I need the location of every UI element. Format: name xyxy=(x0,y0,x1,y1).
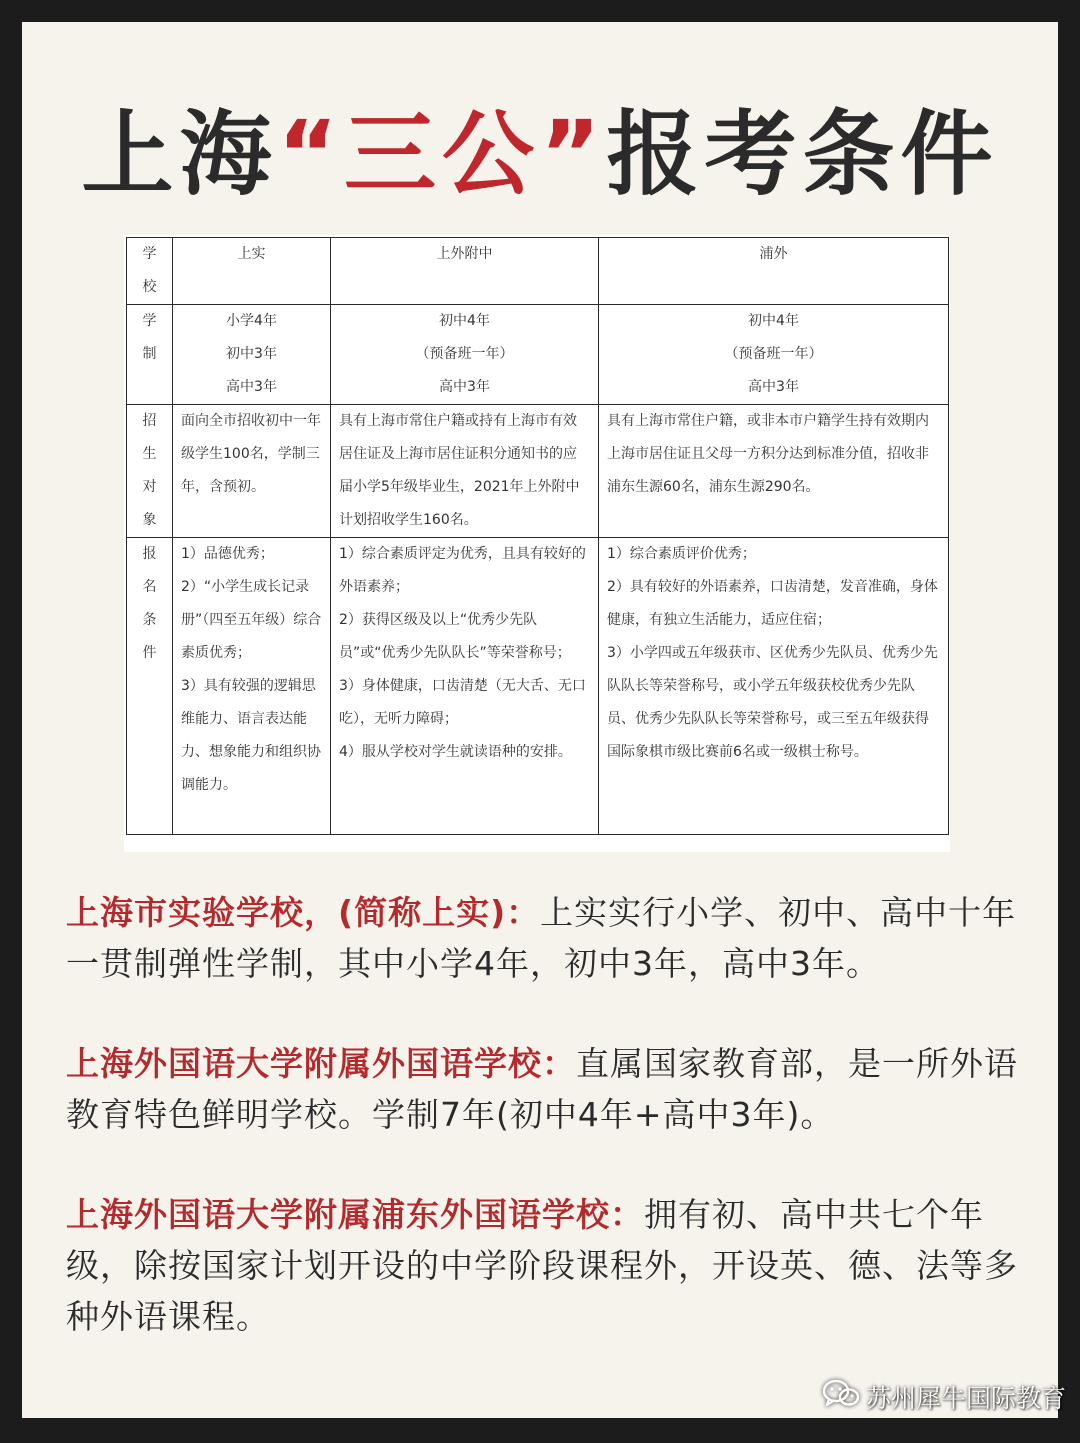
row-label-char: 象 xyxy=(142,512,157,528)
condition-item: 2）“小学生成长记录册”（四至五年级）综合素质优秀； xyxy=(181,579,322,661)
poster-card xyxy=(22,22,1058,1418)
title-part-2: 报考条件 xyxy=(606,101,999,208)
paragraph-puwai xyxy=(66,1189,1026,1342)
paragraph-body: 拥有初、高中共七个年级，除按国家计划开设的中学阶段课程外，开设英、德、法等多种外语课程。 xyxy=(66,1195,1018,1336)
system-cell-shangshi xyxy=(173,305,331,405)
row-label-char: 招 xyxy=(142,413,157,429)
title-part-1: 上海 xyxy=(81,101,278,208)
table-row-system xyxy=(127,305,949,405)
target-cell-shangwai: 具有上海市常住户籍或持有上海市有效居住证及上海市居住证积分通知书的应届小学5年级毕业生，2021年上外附中计划招收学生160名。 xyxy=(331,405,599,538)
row-label-char: 条 xyxy=(142,612,157,628)
paragraph-shangwai xyxy=(66,1038,1026,1140)
system-cell-puwai xyxy=(599,305,949,405)
row-label-char: 件 xyxy=(142,645,157,661)
paragraph-lead: 上海市实验学校，(简称上实)： xyxy=(66,893,541,932)
target-cell-shangshi: 面向全市招收初中一年级学生100名，学制三年，含预初。 xyxy=(173,405,331,538)
row-label-char: 校 xyxy=(142,279,157,295)
school-header-shangshi: 上实 xyxy=(173,238,331,305)
system-line: 初中3年 xyxy=(226,346,277,362)
condition-item: 3）具有较强的逻辑思维能力、语言表达能力、想象能力和组织协调能力。 xyxy=(181,678,321,793)
paragraph-lead: 上海外国语大学附属浦东外国语学校： xyxy=(66,1195,644,1234)
row-label-char: 对 xyxy=(142,479,157,495)
watermark xyxy=(822,1379,1066,1415)
paragraph-body: 直属国家教育部，是一所外语教育特色鲜明学校。学制7年(初中4年+高中3年)。 xyxy=(66,1044,1018,1134)
paragraph-shangshi xyxy=(66,887,1026,989)
row-label-char: 名 xyxy=(142,579,157,595)
system-line: 初中4年 xyxy=(748,313,799,329)
row-label-target xyxy=(127,405,173,538)
condition-item: 1）综合素质评价优秀； xyxy=(607,546,756,562)
page-title xyxy=(22,100,1058,210)
table-row-school xyxy=(127,238,949,305)
system-line: （预备班一年） xyxy=(724,346,823,362)
row-label-char: 学 xyxy=(142,246,157,262)
watermark-text: 苏州犀牛国际教育 xyxy=(865,1384,1066,1413)
condition-item: 3）小学四或五年级获市、区优秀少先队员、优秀少先队队长等荣誉称号，或小学五年级获校优秀少先队员、优秀少先队队长等荣誉称号，或三至五年级获得国际象棋市级比赛前6名或一级棋士称号。 xyxy=(607,645,938,760)
condition-item: 3）身体健康，口齿清楚（无大舌、无口吃），无听力障碍； xyxy=(339,678,586,727)
condition-item: 2）获得区级及以上“优秀少先队员”或“优秀少先队队长”等荣誉称号； xyxy=(339,612,571,661)
system-cell-shangwai xyxy=(331,305,599,405)
table-row-target xyxy=(127,405,949,538)
table-row-conditions xyxy=(127,538,949,835)
school-header-shangwai: 上外附中 xyxy=(331,238,599,305)
row-label-char: 生 xyxy=(142,446,157,462)
admission-table-image xyxy=(124,235,950,852)
row-label-char: 学 xyxy=(142,313,157,329)
paragraph-body: 上实实行小学、初中、高中十年一贯制弹性学制，其中小学4年，初中3年，高中3年。 xyxy=(66,893,1017,983)
row-label-conditions xyxy=(127,538,173,835)
condition-item: 2）具有较好的外语素养，口齿清楚，发音准确，身体健康，有独立生活能力，适应住宿； xyxy=(607,579,938,628)
title-highlight: “三公” xyxy=(277,101,607,208)
target-cell-puwai: 具有上海市常住户籍，或非本市户籍学生持有效期内上海市居住证且父母一方积分达到标准分值，招收非浦东生源60名，浦东生源290名。 xyxy=(599,405,949,538)
paragraph-lead: 上海外国语大学附属外国语学校： xyxy=(66,1044,576,1083)
wechat-icon xyxy=(822,1379,860,1415)
row-label-char: 制 xyxy=(142,346,157,362)
conditions-cell-shangshi xyxy=(173,538,331,835)
system-line: 高中3年 xyxy=(748,379,799,395)
row-label-school xyxy=(127,238,173,305)
school-header-puwai: 浦外 xyxy=(599,238,949,305)
conditions-cell-shangwai xyxy=(331,538,599,835)
system-line: 高中3年 xyxy=(226,379,277,395)
system-line: 小学4年 xyxy=(226,313,277,329)
condition-item: 1）综合素质评定为优秀，且具有较好的外语素养； xyxy=(339,546,586,595)
system-line: （预备班一年） xyxy=(415,346,514,362)
system-line: 初中4年 xyxy=(439,313,490,329)
row-label-system xyxy=(127,305,173,405)
system-line: 高中3年 xyxy=(439,379,490,395)
condition-item: 1）品德优秀； xyxy=(181,546,274,562)
condition-item: 4）服从学校对学生就读语种的安排。 xyxy=(339,744,572,760)
row-label-char: 报 xyxy=(142,546,157,562)
admission-table xyxy=(126,237,949,835)
conditions-cell-puwai xyxy=(599,538,949,835)
